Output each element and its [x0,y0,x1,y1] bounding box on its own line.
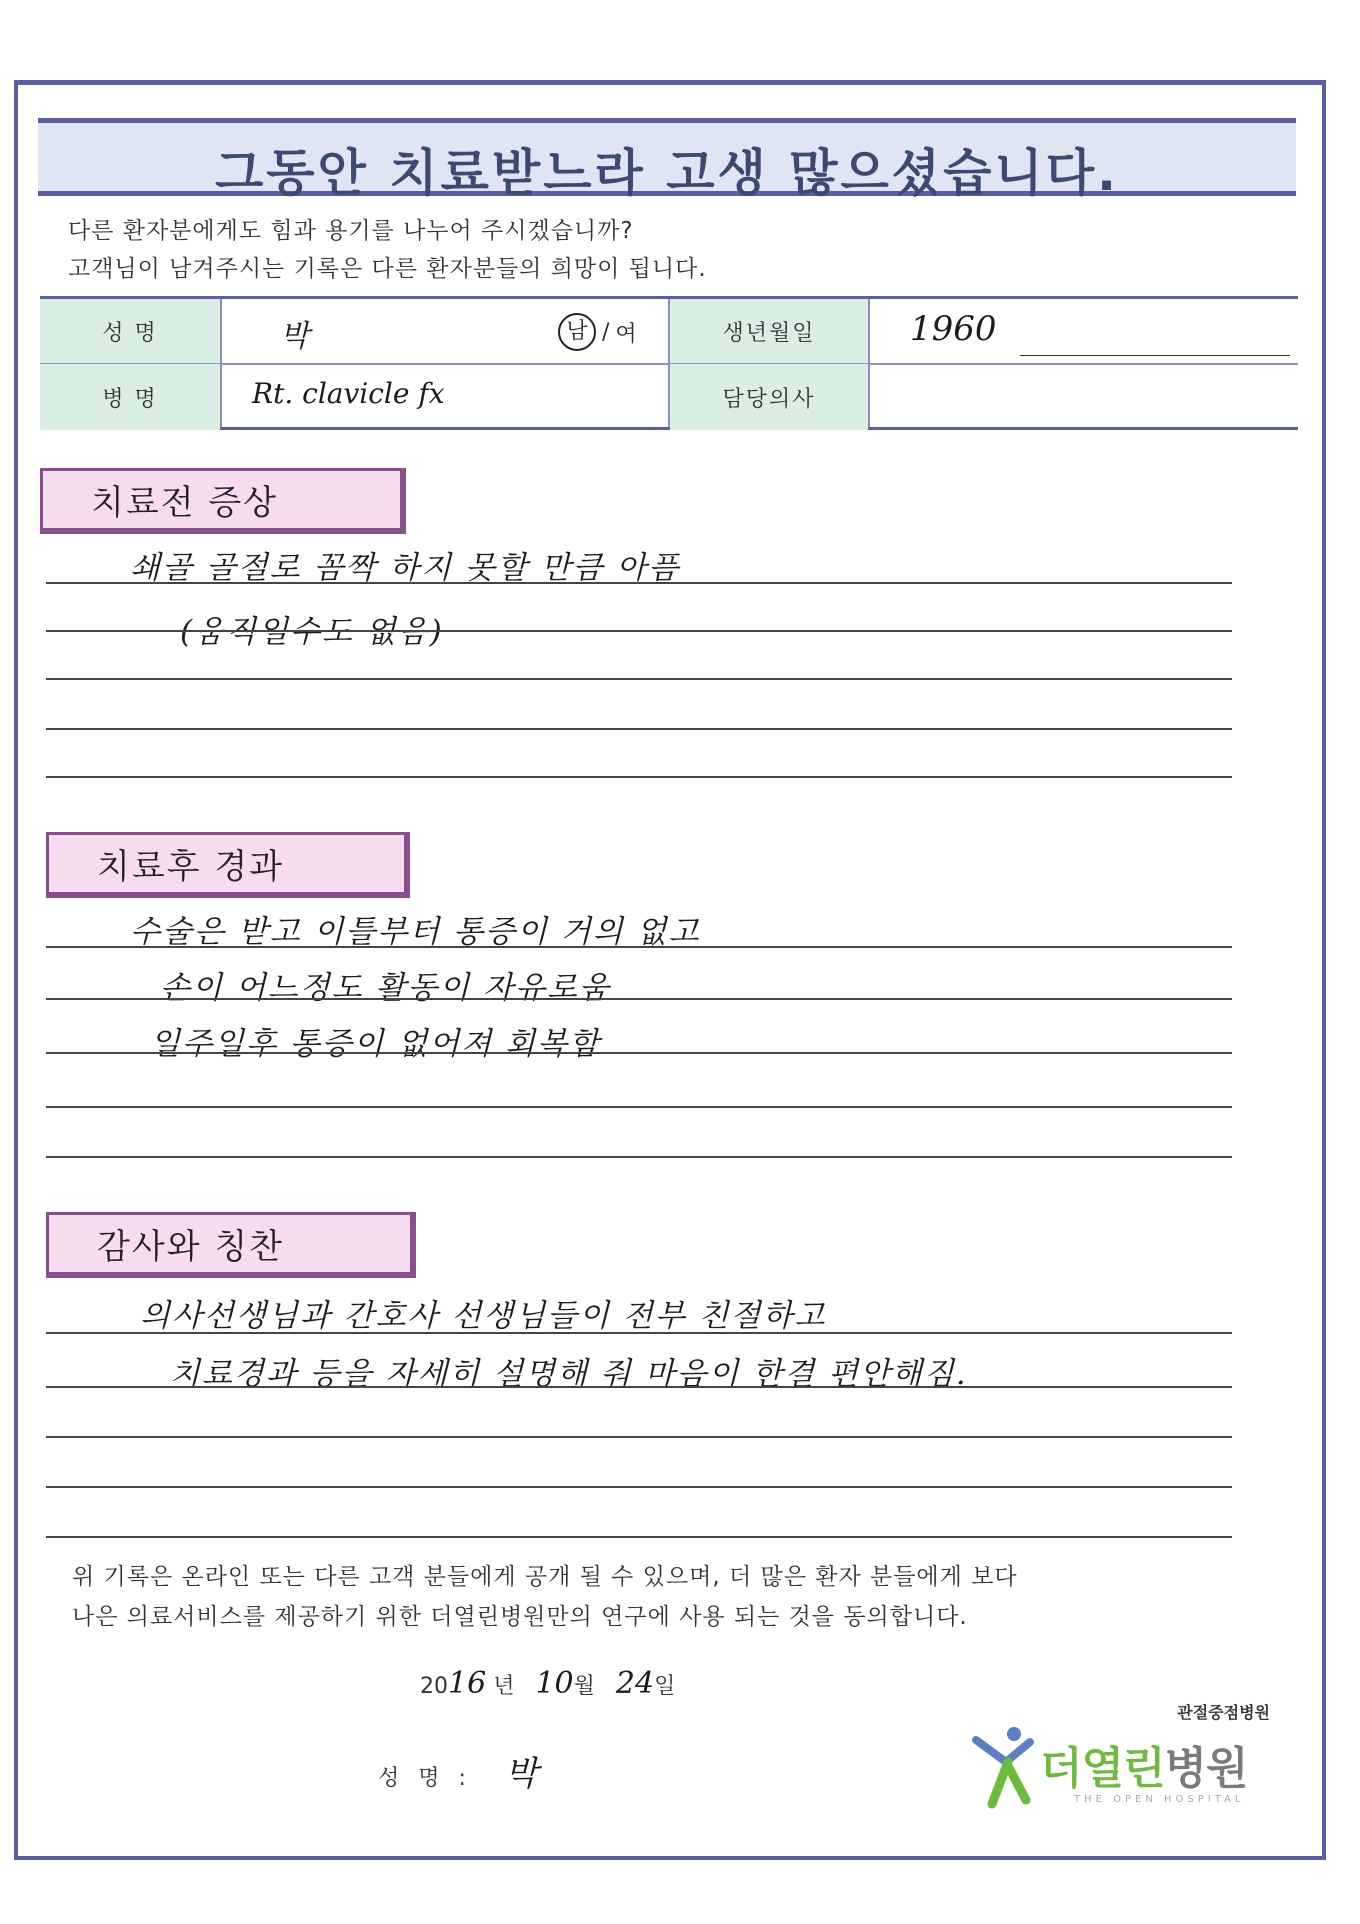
disease-label: 병 명 [40,364,220,430]
disease-value: Rt. clavicle fx [252,377,445,410]
writing-rule [46,630,1232,632]
date-year-unit: 년 [493,1674,515,1699]
birth-underline [1020,355,1290,356]
before-line-1: 쇄골 골절로 꼼짝 하지 못할 만큼 아픔 [130,550,681,586]
writing-rule [46,1156,1232,1158]
consent-line-2: 나은 의료서비스를 제공하기 위한 더열린병원만의 연구에 사용 되는 것을 동의합니다. [72,1604,968,1630]
consent-line-1: 위 기록은 온라인 또는 다른 고객 분들에게 공개 될 수 있으며, 더 많은 환자 분들에게 보다 [72,1564,1018,1590]
after-line-2: 손이 어느정도 활동이 자유로움 [160,970,611,1006]
section-heading-thanks: 감사와 칭찬 [46,1212,416,1278]
section-heading-after: 치료후 경과 [46,832,410,898]
section-heading-before: 치료전 증상 [40,468,406,534]
birth-value: 1960 [910,309,997,349]
writing-rule [46,998,1232,1000]
signature-field [378,1746,538,1795]
intro-line-2: 고객님이 남겨주시는 기록은 다른 환자분들의 희망이 됩니다. [68,256,707,282]
birth-label: 생년월일 [670,299,868,363]
thanks-line-2: 치료경과 등을 자세히 설명해 줘 마음이 한결 편안해짐. [170,1356,968,1392]
gender-separator: / [602,319,610,345]
writing-rule [46,946,1232,948]
before-line-2: (움직일수도 없음) [180,614,444,650]
writing-rule [46,1386,1232,1388]
page-title: 그동안 치료받느라 고생 많으셨습니다. [214,144,1119,202]
name-label: 성 명 [40,299,220,363]
writing-rule [46,678,1232,680]
doctor-label: 담당의사 [670,364,868,430]
date-day-unit: 일 [654,1674,676,1699]
patient-info-table [40,296,1298,430]
date-field [420,1666,675,1701]
writing-rule [46,728,1232,730]
intro-line-1: 다른 환자분에게도 힘과 용기를 나누어 주시겠습니까? [68,218,634,244]
date-day: 24 [615,1666,655,1701]
logo-name-green: 더열린 [1040,1743,1165,1794]
writing-rule [46,1486,1232,1488]
title-banner [38,118,1296,202]
signature-value: 박 [504,1754,538,1794]
after-line-1: 수술은 받고 이틀부터 통증이 거의 없고 [130,914,701,950]
writing-rule [46,1052,1232,1054]
gender-female: 여 [615,321,637,347]
date-month-unit: 월 [573,1674,595,1699]
writing-rule [46,776,1232,778]
hospital-logo [970,1700,1270,1830]
writing-rule [46,1106,1232,1108]
gender-male-circled: 남 [558,313,596,351]
gender-field [558,313,637,351]
writing-rule [46,582,1232,584]
writing-rule [46,1436,1232,1438]
after-line-3: 일주일후 통증이 없어져 회복함 [150,1026,601,1062]
date-month: 10 [535,1666,574,1701]
writing-rule [46,1536,1232,1538]
date-year-hand: 16 [448,1666,487,1701]
open-figure-icon [972,1722,1042,1812]
date-year-prefix: 20 [420,1674,448,1699]
logo-name [1040,1732,1248,1796]
logo-english: THE OPEN HOSPITAL [1074,1794,1245,1805]
logo-subtitle: 관절중점병원 [1177,1703,1270,1722]
signature-label: 성 명 : [378,1766,472,1791]
thanks-line-1: 의사선생님과 간호사 선생님들이 전부 친절하고 [140,1298,827,1334]
logo-name-gray: 병원 [1164,1743,1248,1794]
writing-rule [46,1332,1232,1334]
name-value: 박 [280,319,309,354]
